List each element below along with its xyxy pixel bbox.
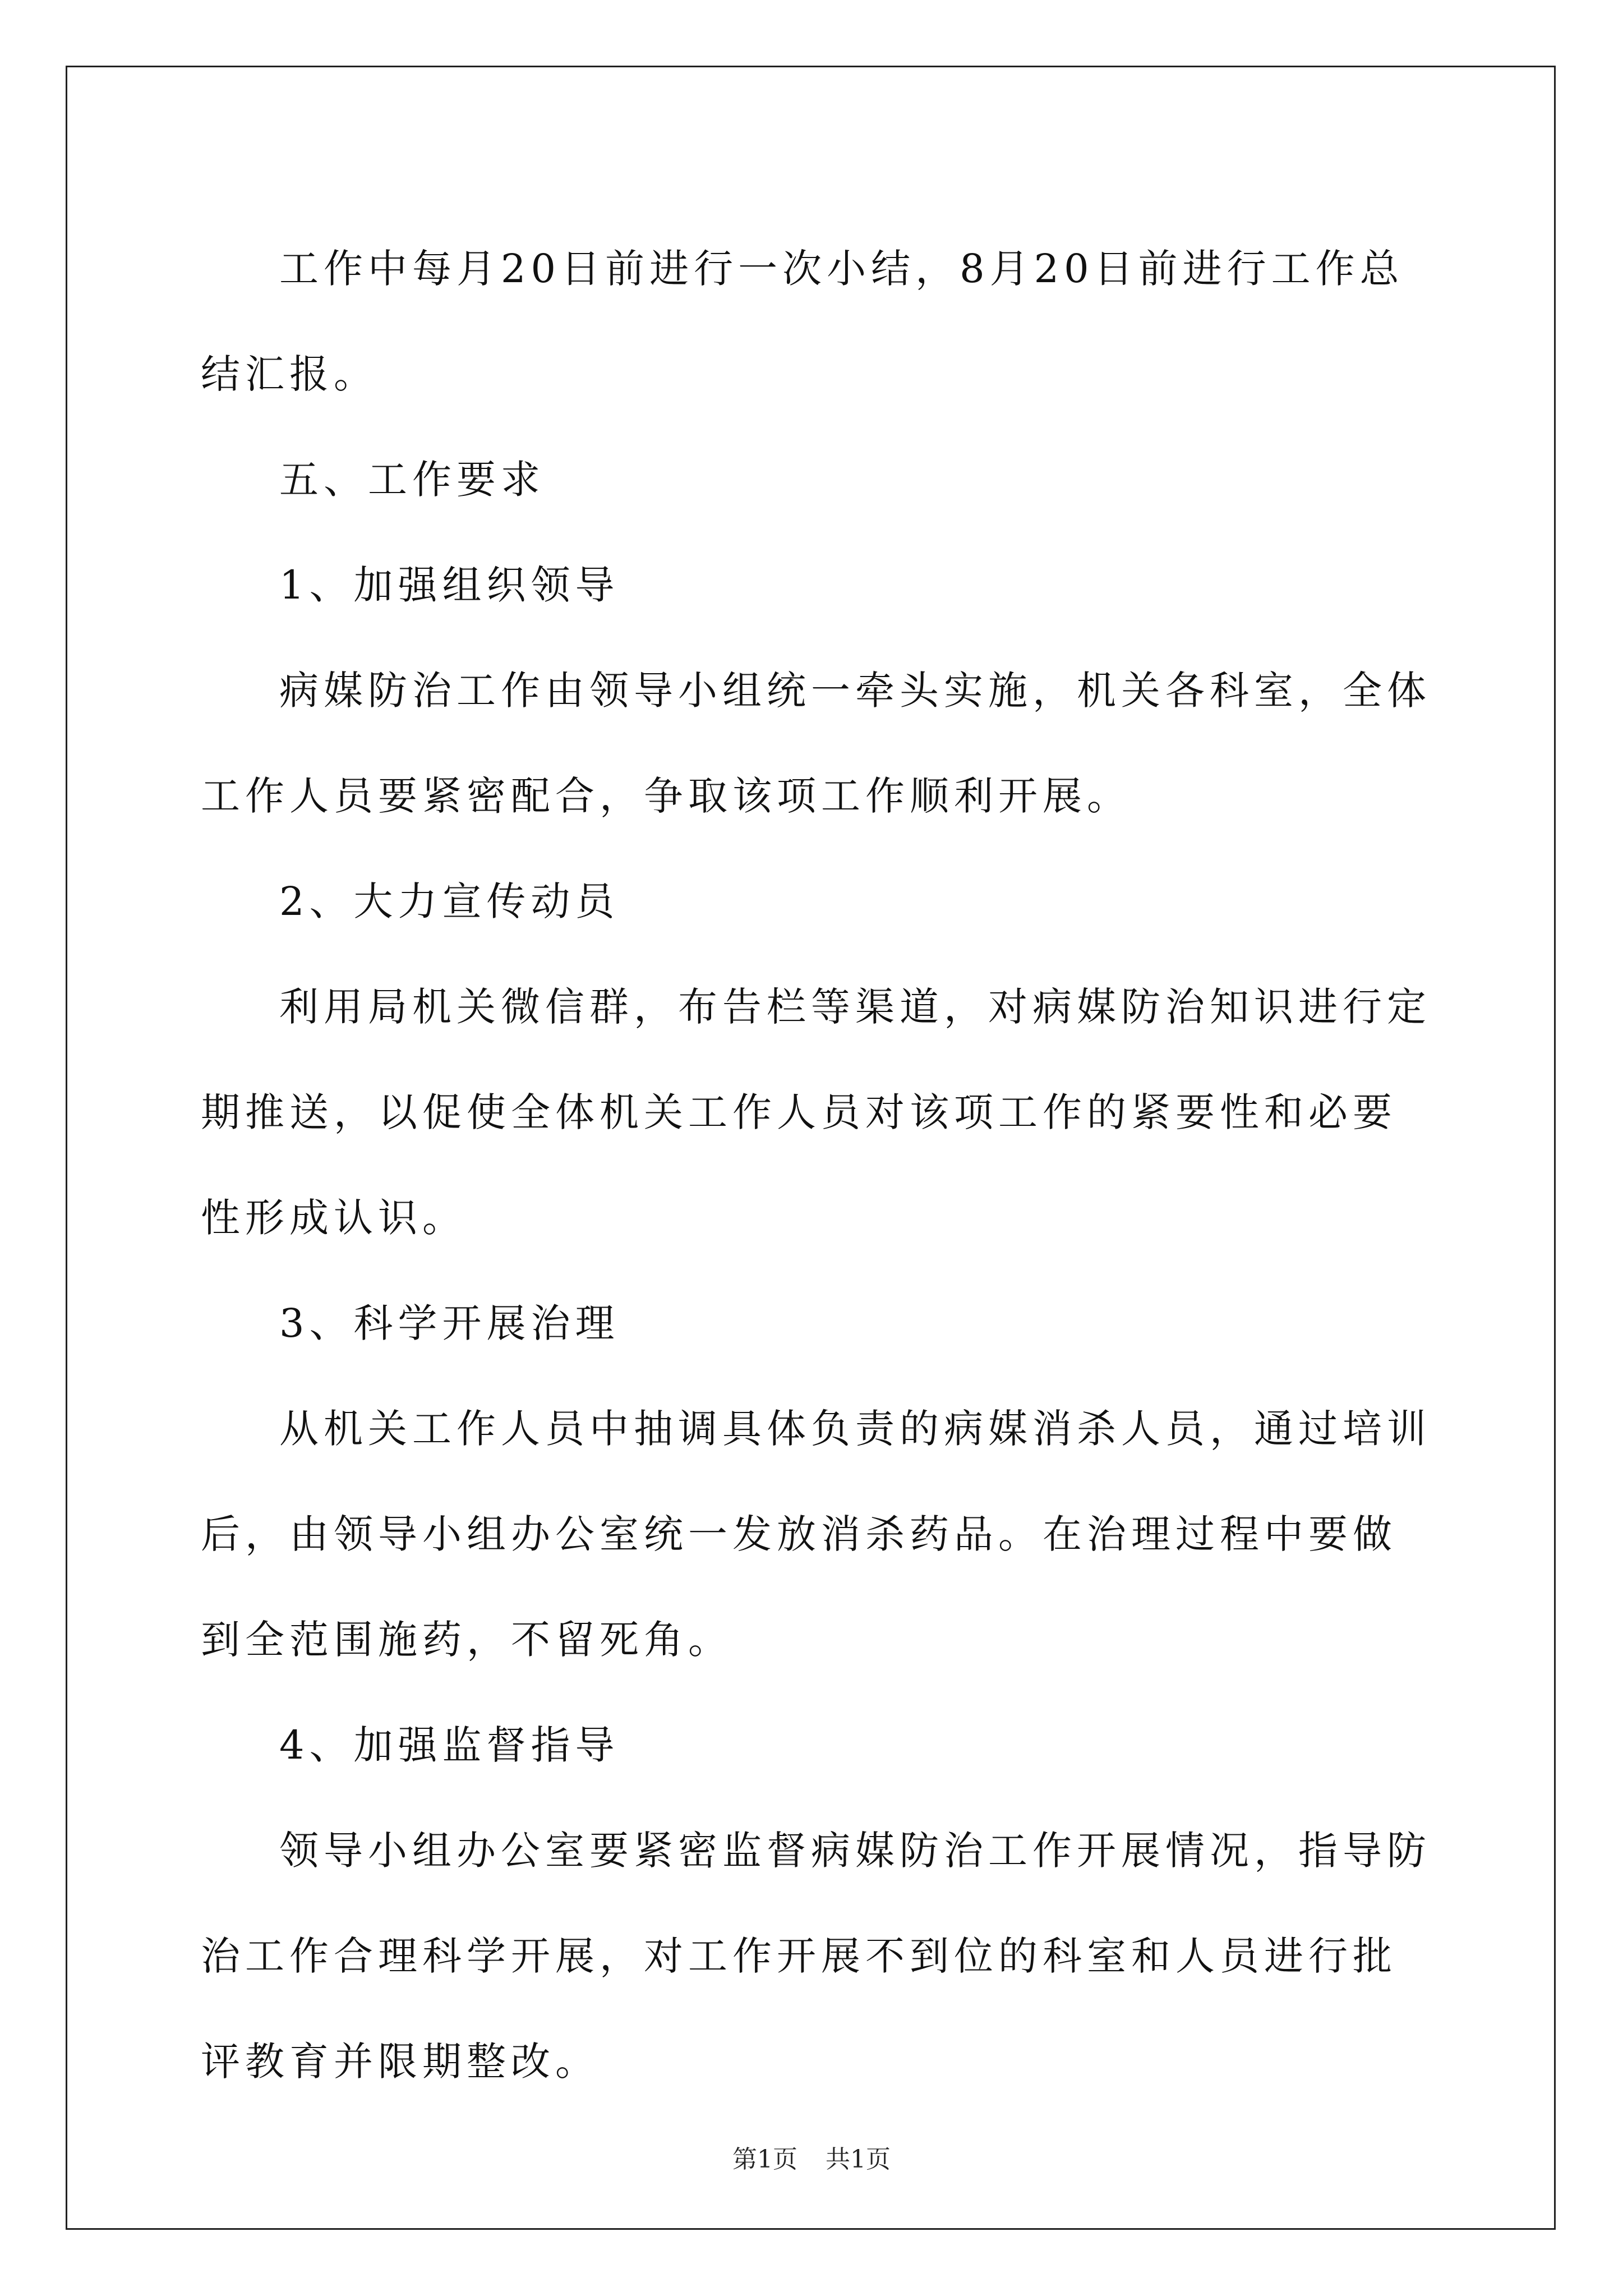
subheading-strengthen-leadership: 1、加强组织领导 <box>279 562 620 608</box>
section-heading-work-requirements: 五、工作要求 <box>279 457 545 503</box>
paragraph-summary-schedule: 工作中每月20日前进行一次小结，8月20日前进行工作总结汇报。 <box>201 246 1404 397</box>
document-body <box>201 216 1435 2114</box>
paragraph-leadership: 病媒防治工作由领导小组统一牵头实施，机关各科室，全体工作人员要紧密配合，争取该项工作顺利开展。 <box>201 668 1431 819</box>
paragraph-publicity: 利用局机关微信群，布告栏等渠道，对病媒防治知识进行定期推送，以促使全体机关工作人员对该项工作的紧要性和必要性形成认识。 <box>201 984 1431 1241</box>
paragraph-supervision: 领导小组办公室要紧密监督病媒防治工作开展情况，指导防治工作合理科学开展，对工作开展不到位的科室和人员进行批评教育并限期整改。 <box>201 1828 1431 2085</box>
subheading-supervision: 4、加强监督指导 <box>279 1722 620 1768</box>
paragraph-scientific-treatment: 从机关工作人员中抽调具体负责的病媒消杀人员，通过培训后，由领导小组办公室统一发放消杀药品。在治理过程中要做到全范围施药，不留死角。 <box>201 1406 1431 1663</box>
subheading-publicity: 2、大力宣传动员 <box>279 878 620 924</box>
page-number-current: 第1页 <box>732 2145 797 2174</box>
page-footer <box>0 2143 1623 2177</box>
page-number-total: 共1页 <box>826 2145 891 2174</box>
subheading-scientific-treatment: 3、科学开展治理 <box>279 1300 620 1346</box>
